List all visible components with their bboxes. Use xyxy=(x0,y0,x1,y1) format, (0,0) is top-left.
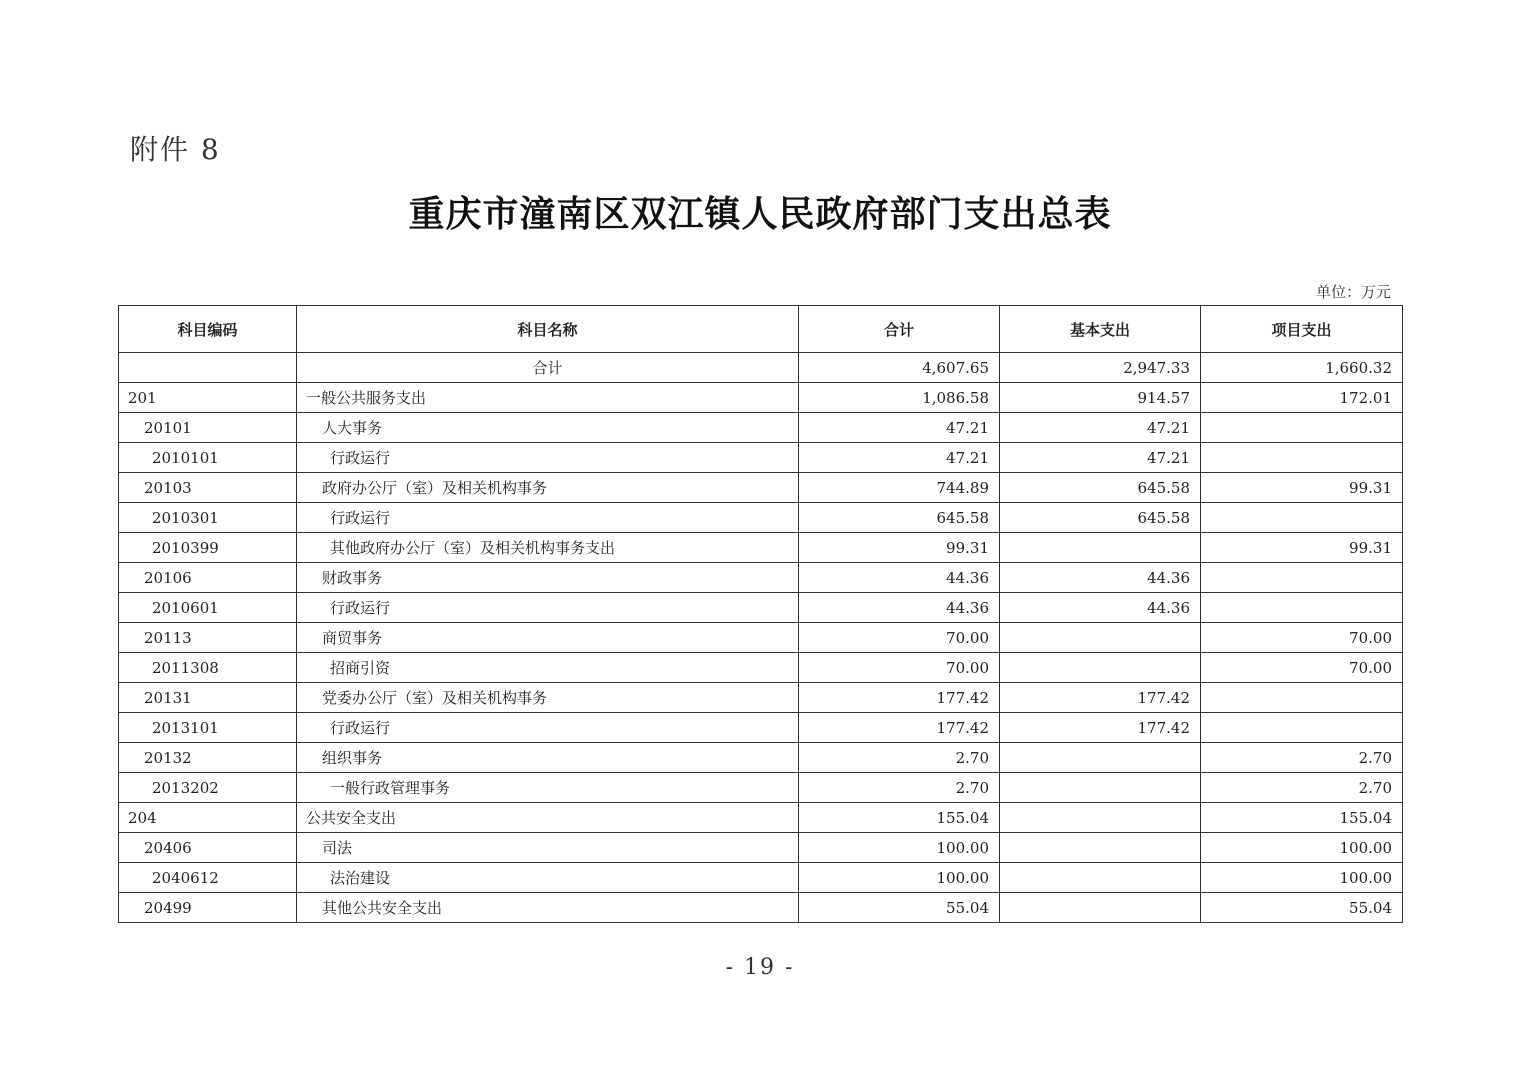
row-basic xyxy=(1000,893,1201,923)
row-code: 2040612 xyxy=(119,863,297,893)
column-header-basic: 基本支出 xyxy=(1000,306,1201,353)
row-project: 100.00 xyxy=(1201,833,1403,863)
row-name: 人大事务 xyxy=(297,413,799,443)
row-code: 2013202 xyxy=(119,773,297,803)
row-name: 党委办公厅（室）及相关机构事务 xyxy=(297,683,799,713)
total-name: 合计 xyxy=(297,353,799,383)
row-project: 2.70 xyxy=(1201,773,1403,803)
table-row xyxy=(119,593,1403,623)
row-code: 2010601 xyxy=(119,593,297,623)
row-total: 47.21 xyxy=(799,443,1000,473)
row-code: 2010399 xyxy=(119,533,297,563)
table-row xyxy=(119,533,1403,563)
row-basic: 44.36 xyxy=(1000,563,1201,593)
table-row xyxy=(119,743,1403,773)
row-basic: 44.36 xyxy=(1000,593,1201,623)
row-total: 70.00 xyxy=(799,653,1000,683)
row-basic xyxy=(1000,743,1201,773)
row-project xyxy=(1201,443,1403,473)
row-total: 44.36 xyxy=(799,563,1000,593)
page-title: 重庆市潼南区双江镇人民政府部门支出总表 xyxy=(408,193,1112,235)
row-code: 2010301 xyxy=(119,503,297,533)
row-name: 公共安全支出 xyxy=(297,803,799,833)
row-code: 20113 xyxy=(119,623,297,653)
row-project: 172.01 xyxy=(1201,383,1403,413)
row-basic xyxy=(1000,653,1201,683)
table-row xyxy=(119,443,1403,473)
attachment-label: 附件 8 xyxy=(130,133,221,166)
row-total: 645.58 xyxy=(799,503,1000,533)
row-total: 100.00 xyxy=(799,863,1000,893)
table-row xyxy=(119,773,1403,803)
table-row xyxy=(119,563,1403,593)
row-name: 政府办公厅（室）及相关机构事务 xyxy=(297,473,799,503)
row-total: 744.89 xyxy=(799,473,1000,503)
row-basic: 177.42 xyxy=(1000,683,1201,713)
row-code: 201 xyxy=(119,383,297,413)
row-total: 1,086.58 xyxy=(799,383,1000,413)
row-basic: 47.21 xyxy=(1000,413,1201,443)
row-project xyxy=(1201,683,1403,713)
row-project: 70.00 xyxy=(1201,623,1403,653)
row-total: 2.70 xyxy=(799,743,1000,773)
table-row xyxy=(119,893,1403,923)
row-basic: 645.58 xyxy=(1000,503,1201,533)
row-code: 20106 xyxy=(119,563,297,593)
row-name: 行政运行 xyxy=(297,503,799,533)
row-project xyxy=(1201,563,1403,593)
row-name: 司法 xyxy=(297,833,799,863)
column-header-name: 科目名称 xyxy=(297,306,799,353)
page-number: - 19 - xyxy=(725,955,795,980)
total-row xyxy=(119,353,1403,383)
row-basic xyxy=(1000,833,1201,863)
row-code: 20101 xyxy=(119,413,297,443)
row-basic xyxy=(1000,623,1201,653)
column-header-project: 项目支出 xyxy=(1201,306,1403,353)
table-row xyxy=(119,503,1403,533)
table-row xyxy=(119,833,1403,863)
row-code: 2011308 xyxy=(119,653,297,683)
row-project xyxy=(1201,713,1403,743)
row-name: 组织事务 xyxy=(297,743,799,773)
row-code: 2010101 xyxy=(119,443,297,473)
row-project: 70.00 xyxy=(1201,653,1403,683)
row-total: 2.70 xyxy=(799,773,1000,803)
expenditure-table xyxy=(118,305,1403,923)
table-row xyxy=(119,623,1403,653)
row-project: 155.04 xyxy=(1201,803,1403,833)
row-name: 其他政府办公厅（室）及相关机构事务支出 xyxy=(297,533,799,563)
row-total: 177.42 xyxy=(799,713,1000,743)
table-row xyxy=(119,413,1403,443)
table-row xyxy=(119,383,1403,413)
table-row xyxy=(119,713,1403,743)
row-total: 99.31 xyxy=(799,533,1000,563)
row-total: 100.00 xyxy=(799,833,1000,863)
total-basic: 2,947.33 xyxy=(1000,353,1201,383)
row-code: 2013101 xyxy=(119,713,297,743)
row-project: 100.00 xyxy=(1201,863,1403,893)
table-row xyxy=(119,653,1403,683)
row-basic: 914.57 xyxy=(1000,383,1201,413)
row-name: 行政运行 xyxy=(297,593,799,623)
row-name: 招商引资 xyxy=(297,653,799,683)
row-basic xyxy=(1000,773,1201,803)
total-project: 1,660.32 xyxy=(1201,353,1403,383)
row-project: 99.31 xyxy=(1201,473,1403,503)
row-total: 55.04 xyxy=(799,893,1000,923)
total-sum: 4,607.65 xyxy=(799,353,1000,383)
table-row xyxy=(119,683,1403,713)
row-name: 一般公共服务支出 xyxy=(297,383,799,413)
row-code: 20131 xyxy=(119,683,297,713)
row-name: 财政事务 xyxy=(297,563,799,593)
row-project xyxy=(1201,413,1403,443)
row-basic: 177.42 xyxy=(1000,713,1201,743)
row-code: 20132 xyxy=(119,743,297,773)
row-basic xyxy=(1000,863,1201,893)
column-header-code: 科目编码 xyxy=(119,306,297,353)
row-basic: 47.21 xyxy=(1000,443,1201,473)
row-total: 155.04 xyxy=(799,803,1000,833)
row-project: 99.31 xyxy=(1201,533,1403,563)
row-name: 法治建设 xyxy=(297,863,799,893)
row-total: 44.36 xyxy=(799,593,1000,623)
row-name: 行政运行 xyxy=(297,713,799,743)
table-body xyxy=(119,353,1403,923)
row-name: 其他公共安全支出 xyxy=(297,893,799,923)
row-basic: 645.58 xyxy=(1000,473,1201,503)
row-name: 一般行政管理事务 xyxy=(297,773,799,803)
row-code: 20103 xyxy=(119,473,297,503)
table-row xyxy=(119,473,1403,503)
row-project: 55.04 xyxy=(1201,893,1403,923)
row-project xyxy=(1201,593,1403,623)
row-name: 行政运行 xyxy=(297,443,799,473)
row-total: 70.00 xyxy=(799,623,1000,653)
table-row xyxy=(119,863,1403,893)
row-total: 47.21 xyxy=(799,413,1000,443)
row-basic xyxy=(1000,803,1201,833)
row-total: 177.42 xyxy=(799,683,1000,713)
table-row xyxy=(119,803,1403,833)
row-project xyxy=(1201,503,1403,533)
row-code: 20499 xyxy=(119,893,297,923)
row-code: 204 xyxy=(119,803,297,833)
row-basic xyxy=(1000,533,1201,563)
row-project: 2.70 xyxy=(1201,743,1403,773)
column-header-total: 合计 xyxy=(799,306,1000,353)
total-code xyxy=(119,353,297,383)
row-name: 商贸事务 xyxy=(297,623,799,653)
table-header-row xyxy=(119,306,1403,353)
unit-label: 单位：万元 xyxy=(1315,283,1391,301)
row-code: 20406 xyxy=(119,833,297,863)
